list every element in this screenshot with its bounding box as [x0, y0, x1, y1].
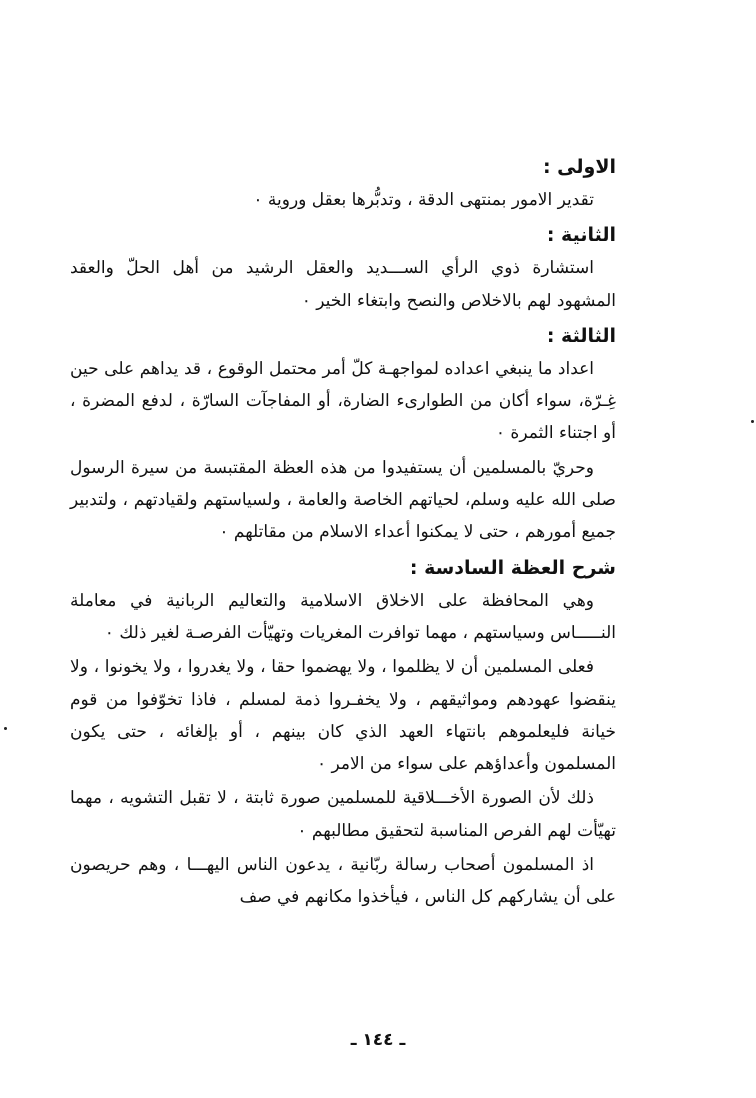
- page-number: ـ ١٤٤ ـ: [350, 1030, 406, 1050]
- paragraph-second: استشارة ذوي الرأي الســـديد والعقل الرشيد من أهل الحلّ والعقد المشهود لهم بالاخلاص والنصح وابتغاء الخير ٠: [70, 258, 616, 311]
- paragraph-sixth-4: اذ المسلمون أصحاب رسالة ربّانية ، يدعون الناس اليهـــا ، وهم حريصون على أن يشاركهم كل الناس ، فيأخذوا مكانهم في صف: [70, 855, 616, 908]
- paragraph-first: تقدير الامور بمنتهى الدقة ، وتدبُّرها بعقل وروية ٠: [253, 190, 594, 210]
- section-heading-third: الثالثة :: [546, 324, 616, 347]
- paragraph-sixth-3: ذلك لأن الصورة الأخـــلاقية للمسلمين صورة ثابتة ، لا تقبل التشويه ، مهما تهيّأت لهم الفرص المناسبة لتحقيق مطالبهم ٠: [70, 788, 616, 841]
- paragraph-sixth-1: وهي المحافظة على الاخلاق الاسلامية والتعاليم الربانية في معاملة النـــــاس وسياستهم ، مهما توافرت المغريات وتهيّأت الفرصـة لغير ذلك ٠: [70, 590, 616, 643]
- section-heading-first: الاولى :: [542, 156, 616, 178]
- paragraph-third-continued: وحريّ بالمسلمين أن يستفيدوا من هذه العظة المقتبسة من سيرة الرسول صلى الله عليه وسلم، لحياتهم الخاصة والعامة ، ولسياستهم ولقيادتهم ، ولتدبير جميع أمورهم ، حتى لا يمكنوا أعداء الاسلام من مقاتلهم ٠: [70, 457, 616, 543]
- margin-mark-bottom: [4, 727, 7, 730]
- section-heading-sixth: شرح العظة السادسة :: [409, 556, 616, 579]
- margin-mark-top: [751, 420, 754, 423]
- section-heading-second: الثانية :: [546, 224, 616, 247]
- paragraph-third: اعداد ما ينبغي اعداده لمواجهـة كلّ أمر محتمل الوقوع ، قد يداهم على حين غِـرّة، سواء أكان من الطوارىء الضارة، أو المفاجآت السارّة ، لدفع المضرة ، أو اجتناء الثمرة ٠: [70, 358, 616, 444]
- page-body: [70, 150, 616, 916]
- paragraph-sixth-2: فعلى المسلمين أن لا يظلموا ، ولا يهضموا حقا ، ولا يغدروا ، ولا يخونوا ، ولا ينقضوا عهودهم ومواثيقهم ، ولا يخفـروا ذمة لمسلم ، فاذا تخوّفوا من قوم خيانة فليعلموهم بانتهاء العهد الذي كان بينهم ، أو بإلغائه ، حتى يكون المسلمون وأعداؤهم على سواء من الامر ٠: [70, 657, 616, 775]
